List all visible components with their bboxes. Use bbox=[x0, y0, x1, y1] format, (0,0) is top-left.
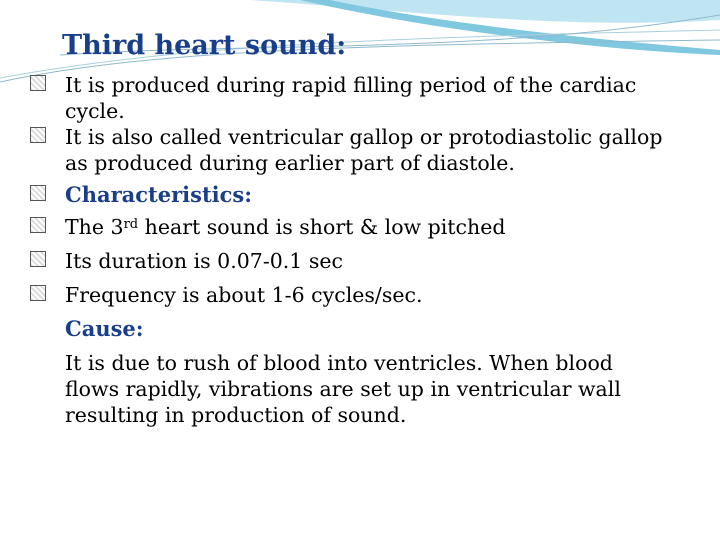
bullet-icon bbox=[30, 285, 46, 301]
bullet-continuation bbox=[30, 98, 700, 124]
paragraph-text: It is due to rush of blood into ventricles. When blood bbox=[65, 351, 613, 375]
bullet-text: It is produced during rapid filling period of the cardiac bbox=[65, 73, 637, 97]
heading-text: Cause: bbox=[65, 316, 144, 341]
cause-heading bbox=[30, 316, 700, 342]
slide-body bbox=[30, 72, 700, 428]
bullet-text: It is also called ventricular gallop or protodiastolic gallop bbox=[65, 125, 663, 149]
bullet-item bbox=[30, 214, 700, 240]
bullet-icon bbox=[30, 127, 46, 143]
bullet-text: as produced during earlier part of diastole. bbox=[65, 151, 515, 175]
bullet-text: cycle. bbox=[65, 99, 125, 123]
characteristics-heading bbox=[30, 182, 700, 208]
paragraph-line bbox=[30, 402, 700, 428]
bullet-icon bbox=[30, 251, 46, 267]
bullet-text-pre: The 3 bbox=[65, 215, 124, 239]
paragraph-text: flows rapidly, vibrations are set up in ventricular wall bbox=[65, 377, 621, 401]
bullet-icon bbox=[30, 217, 46, 233]
bullet-icon bbox=[30, 185, 46, 201]
bullet-text-post: heart sound is short & low pitched bbox=[138, 215, 506, 239]
slide-title: Third heart sound: bbox=[62, 30, 347, 61]
bullet-item bbox=[30, 124, 700, 150]
bullet-text: Frequency is about 1-6 cycles/sec. bbox=[65, 283, 423, 307]
heading-text: Characteristics: bbox=[65, 182, 253, 207]
bullet-continuation bbox=[30, 150, 700, 176]
paragraph-line bbox=[30, 350, 700, 376]
bullet-item bbox=[30, 282, 700, 308]
bullet-text: Its duration is 0.07-0.1 sec bbox=[65, 249, 343, 273]
superscript: rd bbox=[123, 217, 139, 232]
bullet-item bbox=[30, 248, 700, 274]
bullet-icon bbox=[30, 75, 46, 91]
bullet-item bbox=[30, 72, 700, 98]
paragraph-line bbox=[30, 376, 700, 402]
paragraph-text: resulting in production of sound. bbox=[65, 403, 407, 427]
